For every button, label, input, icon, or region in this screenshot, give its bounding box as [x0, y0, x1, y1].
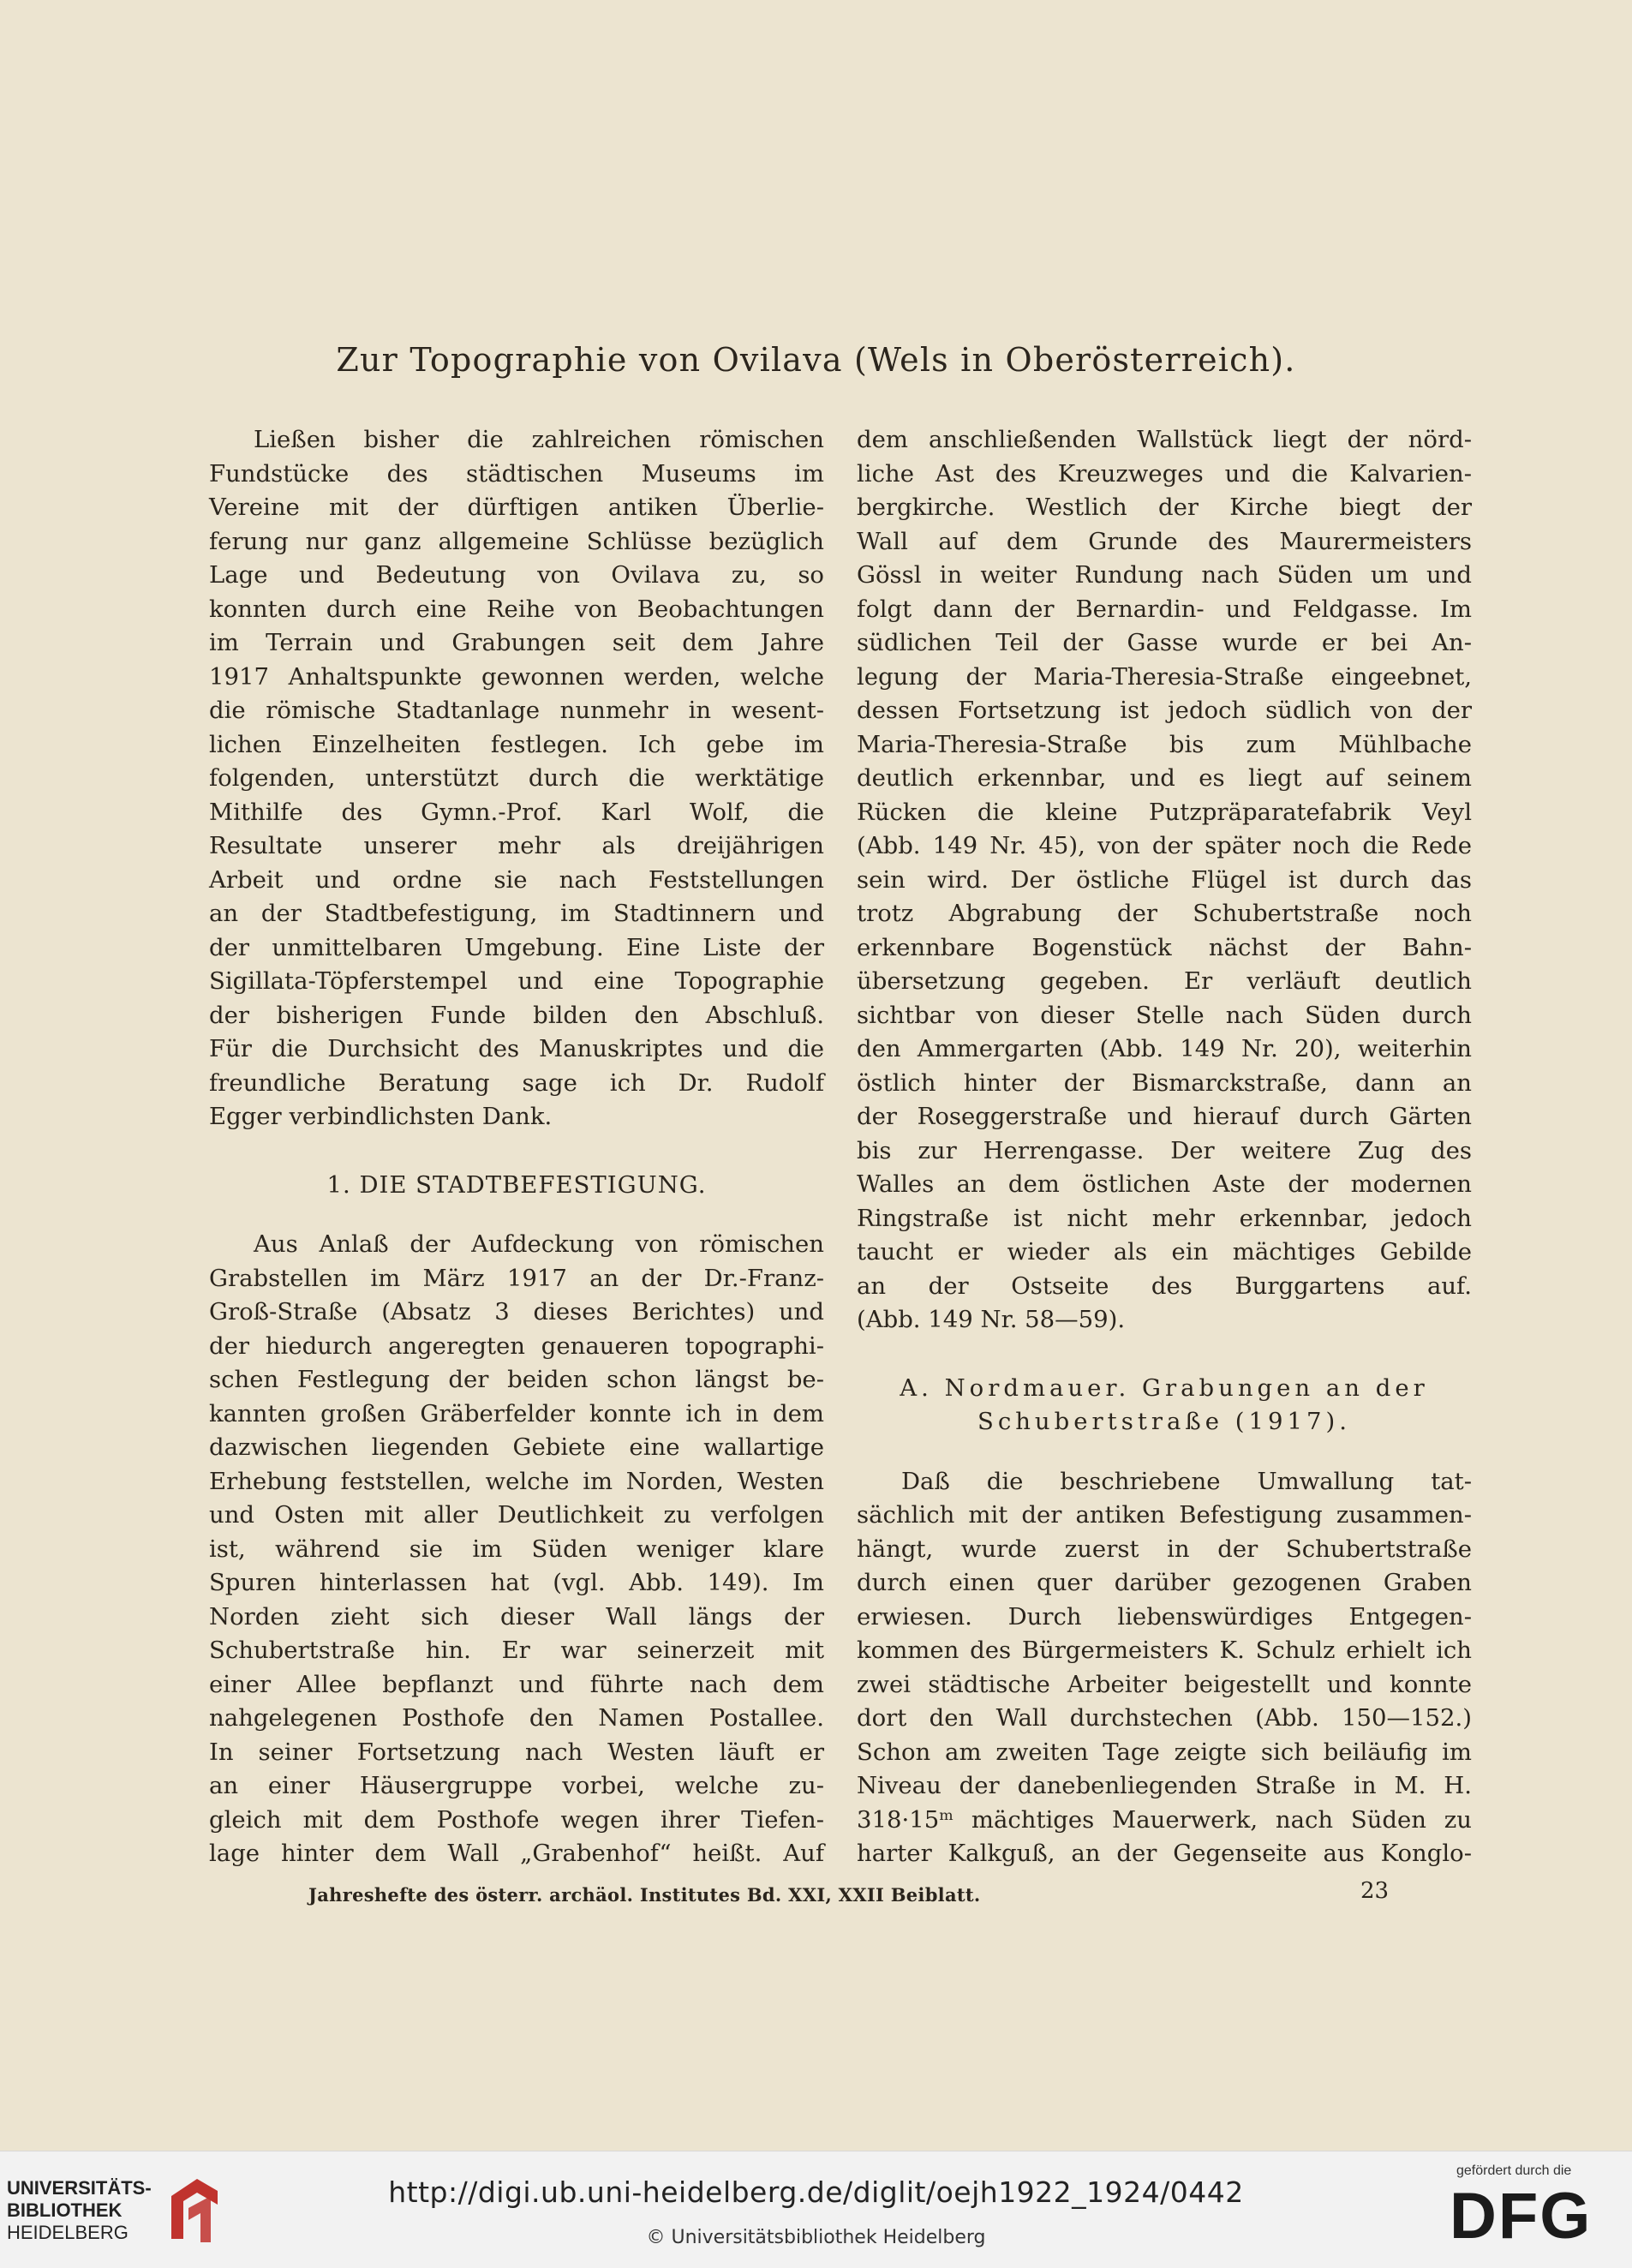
text-line: Norden zieht sich dieser Wall längs der	[209, 1602, 824, 1631]
text-line: die römische Stadtanlage nunmehr in wesent-	[209, 697, 824, 724]
right-column	[857, 423, 1472, 1871]
text-line: ist, während sie im Süden weniger klare	[209, 1535, 824, 1563]
text-line: deutlich erkennbar, und es liegt auf seinem	[857, 764, 1472, 792]
text-line: Ließen bisher die zahlreichen römischen	[254, 426, 824, 453]
section-heading: 1. DIE STADTBEFESTIGUNG.	[326, 1170, 707, 1199]
text-line: Rücken die kleine Putzpräparatefabrik Veyl	[857, 798, 1472, 826]
text-line: Schubertstraße hin. Er war seinerzeit mit	[209, 1637, 824, 1664]
logo-line: HEIDELBERG	[7, 2222, 129, 2243]
text-line: Arbeit und ordne sie nach Feststellungen	[209, 865, 824, 894]
text-line: Walles an dem östlichen Aste der modernen	[857, 1170, 1472, 1198]
text-line: Maria-Theresia-Straße bis zum Mühlbache	[857, 730, 1472, 758]
text-line: (Abb. 149 Nr. 45), von der später noch die Rede	[857, 832, 1472, 859]
subsection-paragraph	[857, 1465, 1472, 1871]
text-line: kommen des Bürgermeisters K. Schulz erhielt ich	[857, 1637, 1472, 1664]
text-line: nahgelegenen Posthofe den Namen Postallee.	[209, 1704, 824, 1732]
text-line: lichen Einzelheiten festlegen. Ich gebe im	[209, 730, 824, 758]
journal-footer: Jahreshefte des österr. archäol. Institutes Bd. XXI, XXII Beiblatt.	[308, 1884, 981, 1906]
text-line: Grabstellen im März 1917 an der Dr.-Franz-	[209, 1264, 824, 1292]
text-line: Mithilfe des Gymn.-Prof. Karl Wolf, die	[209, 798, 824, 826]
text-line: sein wird. Der östliche Flügel ist durch das	[857, 865, 1472, 894]
text-line: gleich mit dem Posthofe wegen ihrer Tiefen-	[209, 1805, 824, 1834]
text-line: lage hinter dem Wall „Grabenhof“ heißt. Auf	[209, 1840, 824, 1867]
permalink[interactable]: http://digi.ub.uni-heidelberg.de/diglit/oejh1922_1924/0442	[388, 2175, 1244, 2209]
text-line: 318·15ᵐ mächtiges Mauerwerk, nach Süden zu	[857, 1805, 1472, 1834]
text-line: ferung nur ganz allgemeine Schlüsse bezüglich	[209, 527, 824, 555]
text-line: Schon am zweiten Tage zeigte sich beiläufig im	[857, 1738, 1472, 1766]
text-line: einer Allee bepflanzt und führte nach dem	[209, 1670, 824, 1698]
text-line: trotz Abgrabung der Schubertstraße noch	[857, 900, 1472, 927]
left-column	[209, 423, 824, 1871]
text-line: legung der Maria-Theresia-Straße eingeebnet,	[857, 662, 1472, 691]
text-line: durch einen quer darüber gezogenen Graben	[857, 1569, 1472, 1596]
intro-paragraph	[209, 423, 824, 1134]
text-line: Niveau der danebenliegenden Straße in M. H.	[857, 1772, 1472, 1799]
text-line: und Osten mit aller Deutlichkeit zu verfolgen	[209, 1501, 824, 1529]
continued-paragraph	[857, 423, 1472, 1337]
text-line: Spuren hinterlassen hat (vgl. Abb. 149). Im	[209, 1569, 824, 1596]
text-line: (Abb. 149 Nr. 58—59).	[857, 1306, 1126, 1333]
text-line: an einer Häusergruppe vorbei, welche zu-	[209, 1772, 824, 1799]
library-footer-bar	[0, 2151, 1632, 2268]
text-line: konnten durch eine Reihe von Beobachtungen	[209, 595, 824, 623]
text-line: Aus Anlaß der Aufdeckung von römischen	[254, 1230, 824, 1258]
text-line: hängt, wurde zuerst in der Schubertstraße	[857, 1535, 1472, 1563]
text-line: 1917 Anhaltspunkte gewonnen werden, welche	[209, 662, 824, 691]
text-line: Egger verbindlichsten Dank.	[209, 1103, 553, 1130]
text-line: erkennbare Bogenstück nächst der Bahn-	[857, 933, 1472, 961]
logo-line: UNIVERSITÄTS-	[7, 2177, 152, 2199]
text-line: Vereine mit der dürftigen antiken Überlie-	[209, 494, 824, 521]
text-line: der hiedurch angeregten genaueren topographi-	[209, 1331, 824, 1360]
text-line: Erhebung feststellen, welche im Norden, Westen	[209, 1467, 824, 1495]
page-number: 23	[1360, 1878, 1390, 1904]
text-line: bis zur Herrengasse. Der weitere Zug des	[857, 1136, 1472, 1164]
text-line: der bisherigen Funde bilden den Abschluß.	[209, 1001, 824, 1029]
text-line: der Roseggerstraße und hierauf durch Gärten	[857, 1103, 1472, 1130]
text-line: zwei städtische Arbeiter beigestellt und konnte	[857, 1670, 1472, 1698]
text-line: folgenden, unterstützt durch die werktätige	[209, 764, 824, 792]
text-line: übersetzung gegeben. Er verläuft deutlich	[857, 967, 1472, 995]
text-line: im Terrain und Grabungen seit dem Jahre	[209, 629, 824, 656]
text-line: bergkirche. Westlich der Kirche biegt der	[857, 494, 1472, 521]
text-line: sächlich mit der antiken Befestigung zusammen-	[857, 1501, 1472, 1529]
text-line: freundliche Beratung sage ich Dr. Rudolf	[209, 1068, 824, 1097]
section-paragraph	[209, 1228, 824, 1871]
article-title: Zur Topographie von Ovilava (Wels in Oberösterreich).	[336, 341, 1296, 379]
funding-note: gefördert durch die	[1456, 2163, 1572, 2178]
text-line: Gössl in weiter Rundung nach Süden um und	[857, 561, 1472, 589]
text-line: östlich hinter der Bismarckstraße, dann an	[857, 1068, 1472, 1097]
text-line: erwiesen. Durch liebenswürdiges Entgegen-	[857, 1602, 1472, 1631]
text-line: sichtbar von dieser Stelle nach Süden durch	[857, 1001, 1472, 1029]
text-line: südlichen Teil der Gasse wurde er bei An-	[857, 629, 1472, 656]
text-line: Daß die beschriebene Umwallung tat-	[901, 1467, 1472, 1495]
text-line: schen Festlegung der beiden schon längst be-	[209, 1366, 824, 1393]
text-line: Ringstraße ist nicht mehr erkennbar, jedoch	[857, 1204, 1472, 1232]
text-line: folgt dann der Bernardin- und Feldgasse. Im	[857, 595, 1472, 623]
text-line: an der Ostseite des Burggartens auf.	[857, 1272, 1472, 1300]
copyright-notice: © Universitätsbibliothek Heidelberg	[646, 2227, 986, 2248]
text-line: den Ammergarten (Abb. 149 Nr. 20), weiterhin	[857, 1035, 1472, 1062]
text-line: taucht er wieder als ein mächtiges Gebilde	[857, 1238, 1472, 1266]
subsection-heading: A. Nordmauer. Grabungen an der	[900, 1373, 1429, 1402]
text-line: Groß-Straße (Absatz 3 dieses Berichtes) und	[209, 1298, 824, 1325]
text-line: Wall auf dem Grunde des Maurermeisters	[857, 527, 1472, 555]
text-line: Sigillata-Töpferstempel und eine Topographie	[209, 967, 824, 995]
text-line: dort den Wall durchstechen (Abb. 150—152.)	[857, 1704, 1472, 1732]
text-line: In seiner Fortsetzung nach Westen läuft er	[209, 1738, 824, 1766]
dfg-logo[interactable]: DFG	[1450, 2180, 1593, 2253]
subsection-heading-line2: Schubertstraße (1917).	[977, 1408, 1351, 1435]
text-line: liche Ast des Kreuzweges und die Kalvarien-	[857, 459, 1472, 488]
text-line: dessen Fortsetzung ist jedoch südlich von der	[857, 697, 1472, 724]
text-line: Lage und Bedeutung von Ovilava zu, so	[209, 561, 824, 589]
text-line: dazwischen liegenden Gebiete eine wallartige	[209, 1433, 824, 1461]
text-line: der unmittelbaren Umgebung. Eine Liste der	[209, 933, 824, 961]
text-line: kannten großen Gräberfelder konnte ich in dem	[209, 1399, 824, 1427]
text-line: an der Stadtbefestigung, im Stadtinnern und	[209, 900, 824, 927]
text-line: Fundstücke des städtischen Museums im	[209, 459, 824, 488]
text-line: Für die Durchsicht des Manuskriptes und die	[209, 1035, 824, 1062]
text-line: harter Kalkguß, an der Gegenseite aus Konglo-	[857, 1840, 1472, 1867]
logo-line: BIBLIOTHEK	[7, 2199, 123, 2221]
text-line: dem anschließenden Wallstück liegt der nörd-	[857, 426, 1472, 453]
text-line: Resultate unserer mehr als dreijährigen	[209, 832, 824, 859]
